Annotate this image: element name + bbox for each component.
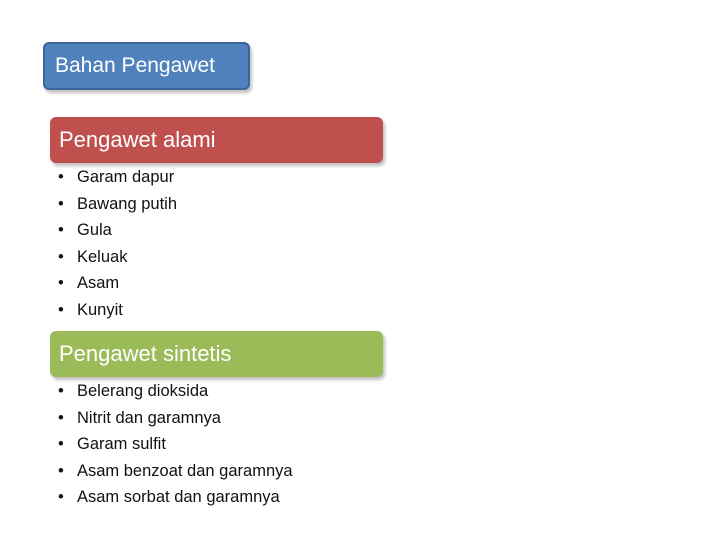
- list-item: [58, 270, 177, 297]
- bullet-icon: •: [58, 408, 64, 427]
- bullet-icon: •: [58, 461, 64, 480]
- bullet-icon: •: [58, 247, 64, 266]
- bullet-icon: •: [58, 435, 64, 454]
- list-item: [58, 405, 293, 432]
- list-item-text: Garam sulfit: [77, 435, 166, 454]
- list-item-text: Asam benzoat dan garamnya: [77, 461, 293, 480]
- natural-preservatives-list: [58, 164, 177, 324]
- list-item: [58, 217, 177, 244]
- category-label: Pengawet sintetis: [59, 341, 232, 366]
- list-item: [58, 244, 177, 271]
- root-node-label: Bahan Pengawet: [55, 54, 215, 77]
- list-item-text: Keluak: [77, 247, 128, 266]
- list-item-text: Bawang putih: [77, 194, 177, 213]
- category-node-pengawet-sintetis: [50, 331, 383, 377]
- list-item-text: Garam dapur: [77, 168, 175, 186]
- list-item-text: Nitrit dan garamnya: [77, 408, 221, 427]
- list-item: [58, 191, 177, 218]
- list-item: [58, 378, 293, 405]
- list-item: [58, 484, 293, 511]
- bullet-icon: •: [58, 488, 64, 507]
- list-item-text: Asam sorbat dan garamnya: [77, 488, 280, 507]
- synthetic-preservatives-list: [58, 378, 293, 511]
- list-item: [58, 297, 177, 324]
- list-item-text: Belerang dioksida: [77, 382, 209, 400]
- bullet-icon: •: [58, 300, 64, 319]
- list-item-text: Gula: [77, 221, 112, 240]
- list-item-text: Kunyit: [77, 300, 123, 319]
- bullet-icon: •: [58, 194, 64, 213]
- list-item: [58, 164, 177, 191]
- category-label: Pengawet alami: [59, 127, 216, 152]
- bullet-icon: •: [58, 221, 64, 240]
- list-item: [58, 458, 293, 485]
- bullet-icon: •: [58, 382, 64, 400]
- list-item: [58, 431, 293, 458]
- bullet-icon: •: [58, 274, 64, 293]
- bullet-icon: •: [58, 168, 64, 186]
- root-node-bahan-pengawet: [43, 42, 250, 90]
- list-item-text: Asam: [77, 274, 120, 293]
- category-node-pengawet-alami: [50, 117, 383, 163]
